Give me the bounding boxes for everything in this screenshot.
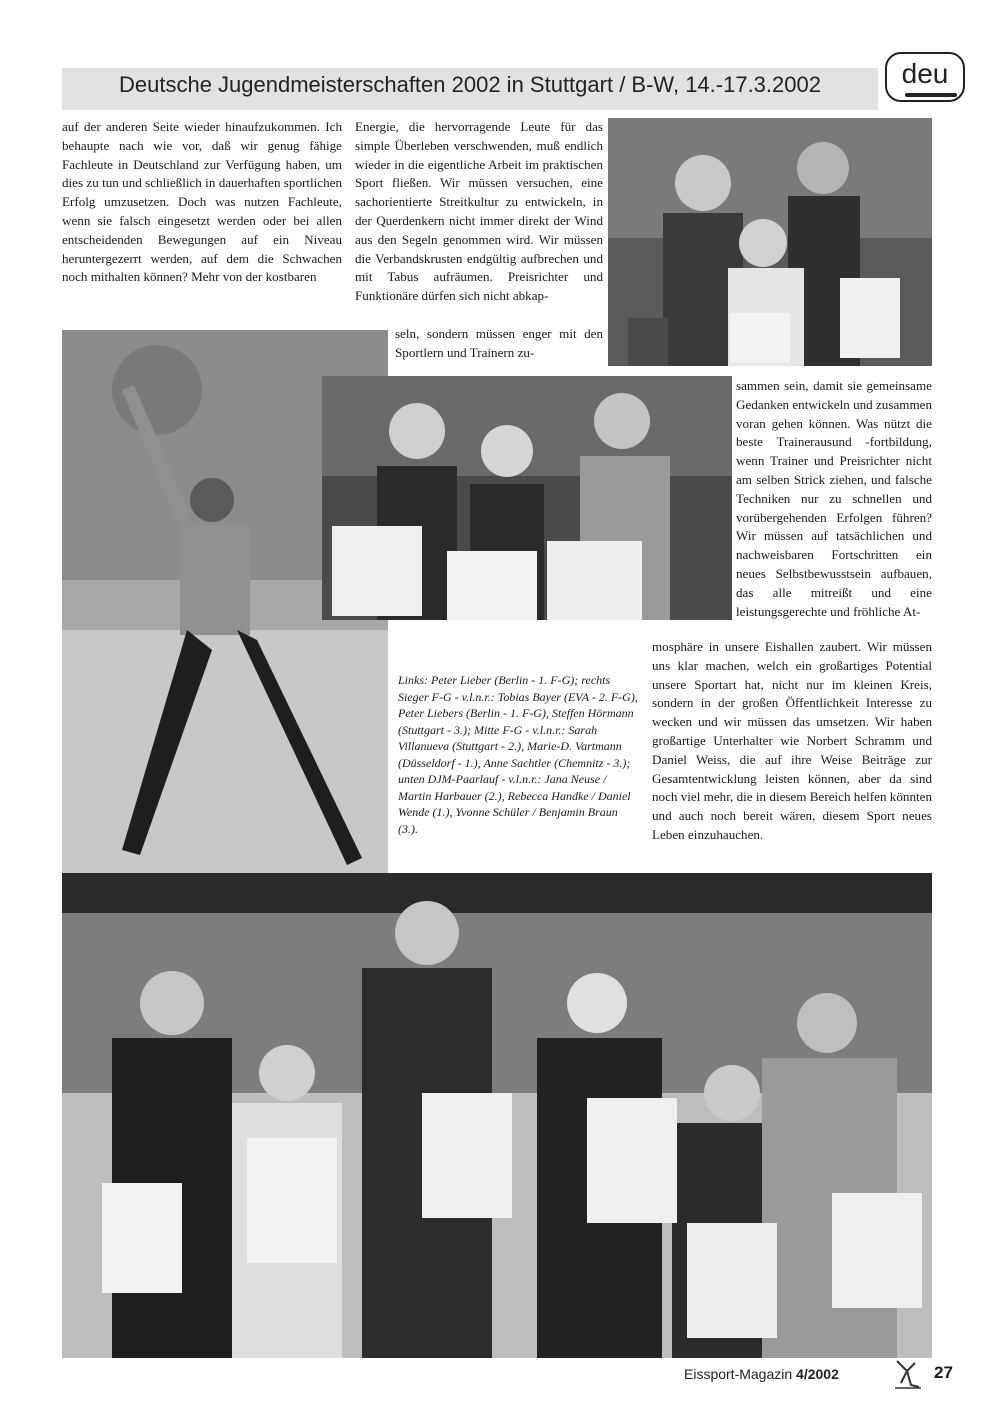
- deu-logo: deu: [885, 52, 965, 102]
- article-column-1: [62, 118, 342, 287]
- article-text-col2b: seln, sondern müssen enger mit den Sportlern und Trainern zu-: [395, 326, 603, 360]
- article-column-3b: [652, 638, 932, 845]
- photo-caption-text: Links: Peter Lieber (Berlin - 1. F-G); rechts Sieger F-G - v.l.n.r.: Tobias Bayer (EVA - 2. F-G), Peter Liebers (Berlin - 1. F-G), Steffen Hörmann (Stuttgart - 3.); Mitte F-G - v.l.n.r.: Sarah Villanueva (Stuttgart - 2.), Marie-D. Vartmann (Düsseldorf - 1.), Anne Sachtler (Chemnitz - 3.); unten DJM-Paarlauf - v.l.n.r.: Jana Neuse / Martin Harbauer (2.), Rebecca Handke / Daniel Wende (1.), Yvonne Schüler / Benjamin Braun (3.).: [398, 673, 638, 836]
- article-column-2a: [355, 118, 603, 306]
- photo-caption: [398, 672, 638, 837]
- issue-number: 4/2002: [796, 1366, 839, 1382]
- photo-podium-girls: [322, 376, 732, 620]
- magazine-name: Eissport-Magazin: [684, 1366, 793, 1382]
- article-text-col3b: mosphäre in unsere Eishallen zaubert. Wir müssen uns klar machen, welch ein großartiges Potential unsere Sportart hat, nicht nur im kleinen Kreis, sondern in der großen Öffentlichkeit Interesse zu wecken und wir müssen das umsetzen. Wir haben großartige Unterhalter wie Norbert Schramm und Daniel Weiss, die auf ihre Weise Beiträge zur Gesamtentwicklung leisten können, aber da sind noch viel mehr, die in diesem Bereich helfen könnten und auch noch bereit wären, diesem Sport neues Leben einzuhauchen.: [652, 639, 932, 842]
- footer: [684, 1366, 839, 1382]
- article-text-col3a: sammen sein, damit sie gemeinsame Gedanken entwickeln und zusammen voran gehen können. Was nützt die beste Trainerausund -fortbildung, wenn Trainer und Preisrichter nicht am selben Strick ziehen, und falsche Techniken nur zu schnellen und vorübergehenden Erfolgen führen? Wir müssen auf tatsächlichen und nachweisbaren Fortschritten ein neues Selbstbewusstsein aufbauen, das alle mitreißt und eine leistungsgerechte und fröhliche At-: [736, 378, 932, 619]
- logo-underline: [905, 93, 957, 97]
- article-text-col2a: Energie, die hervorragende Leute für das simple Überleben verschwenden, muß endlich wieder in die eigentliche Arbeit im praktischen Sport fließen. Wir müssen versuchen, eine sachorientierte Streitkultur zu entwickeln, in der Querdenkern nicht immer direkt der Wind aus den Segeln genommen wird. Wir müssen die Verbandskrusten endgültig aufbrechen und mit Tabus aufräumen. Preisrichter und Funktionäre dürfen sich nicht abkap-: [355, 119, 603, 304]
- photo-podium-boys: [608, 118, 932, 366]
- page-number: 27: [934, 1363, 953, 1382]
- article-text-col1: auf der anderen Seite wieder hinaufzukommen. Ich behaupte nach wie vor, daß wir genug fähige Fachleute in Deutschland zur Verfügung haben, um dies zu tun und schließlich in dauerhaften sportlichen Erfolg umzusetzen. Doch was nutzen Fachleute, wenn sie falsch eingesetzt werden oder bei allen entscheidenden Bewegungen auf ein Niveau heruntergezerrt werden, auf dem die Schwachen noch mithalten können? Mehr von der kostbaren: [62, 119, 342, 285]
- photo-podium-pairs: [62, 873, 932, 1358]
- page-title: Deutsche Jugendmeisterschaften 2002 in Stuttgart / B-W, 14.-17.3.2002: [119, 72, 821, 97]
- article-column-2b: [395, 325, 603, 363]
- skater-icon: [893, 1357, 923, 1391]
- article-column-3a: [736, 377, 932, 621]
